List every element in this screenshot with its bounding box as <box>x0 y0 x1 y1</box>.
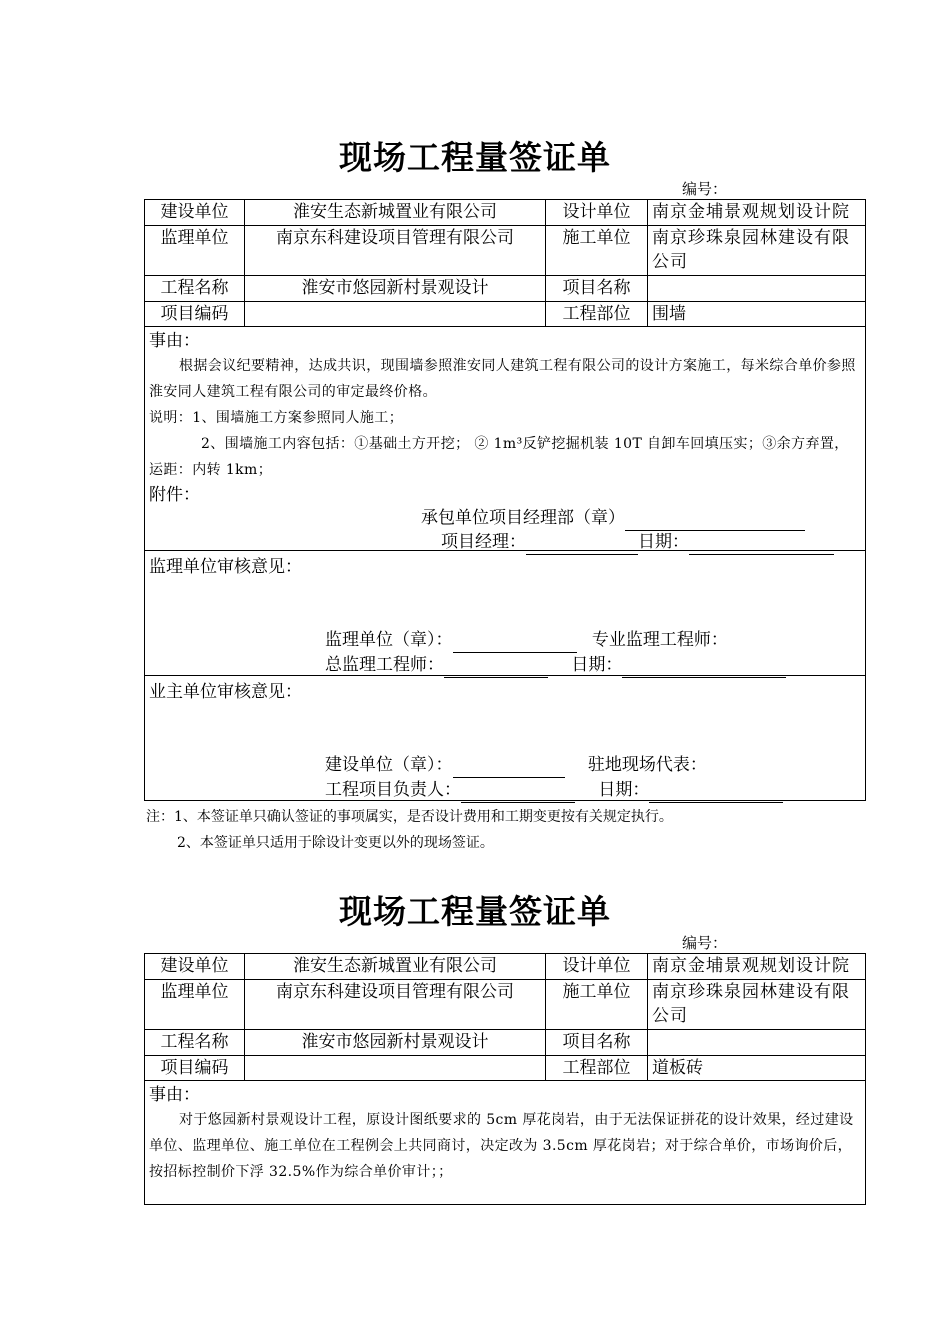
value-design-unit: 南京金埔景观规划设计院 <box>648 200 866 226</box>
label-work-part: 工程部位 <box>546 302 648 327</box>
label-contractor-unit: 施工单位 <box>546 226 648 276</box>
label-supervision-unit: 监理单位 <box>145 980 245 1030</box>
label-construction-unit: 建设单位 <box>145 954 245 980</box>
pro-engineer-label: 专业监理工程师： <box>591 630 728 650</box>
value-project-code <box>245 1056 546 1081</box>
supervisor-section <box>145 551 866 676</box>
value-construction-unit: 淮安生态新城置业有限公司 <box>245 954 546 980</box>
supervisor-opinion-label: 监理单位审核意见： <box>149 557 302 577</box>
value-project-name: 淮安市悠园新村景观设计 <box>245 1030 546 1056</box>
label-supervision-unit: 监理单位 <box>145 226 245 276</box>
note-line-1: 说明：1、围墙施工方案参照同人施工； <box>149 410 404 426</box>
owner-stamp-label: 建设单位（章）： <box>325 755 453 775</box>
visa-form-table-2 <box>144 953 866 1205</box>
label-project-name: 工程名称 <box>145 1030 245 1056</box>
contractor-stamp-line <box>421 505 805 531</box>
project-lead-field[interactable] <box>461 784 575 803</box>
owner-date-label: 日期： <box>598 780 650 800</box>
code-label: 编号： <box>682 180 728 198</box>
reason-section <box>145 1081 866 1205</box>
footnote-1: 注：1、本签证单只确认签证的事项属实，是否设计费用和工期变更按有关规定执行。 <box>146 809 673 825</box>
value-work-part: 围墙 <box>648 302 866 327</box>
value-design-unit: 南京金埔景观规划设计院 <box>648 954 866 980</box>
date-label: 日期： <box>638 532 689 552</box>
label-project-code: 项目编码 <box>145 302 245 327</box>
value-supervision-unit: 南京东科建设项目管理有限公司 <box>245 980 546 1030</box>
footnote-2: 2、本签证单只适用于除设计变更以外的现场签证。 <box>177 835 494 851</box>
code-label-2: 编号： <box>682 934 728 952</box>
value-construction-unit: 淮安生态新城置业有限公司 <box>245 200 546 226</box>
owner-date-field[interactable] <box>649 784 783 803</box>
owner-opinion-label: 业主单位审核意见： <box>149 682 302 702</box>
site-rep-label: 驻地现场代表： <box>587 755 707 775</box>
owner-section <box>145 676 866 801</box>
label-project-name: 工程名称 <box>145 276 245 302</box>
visa-form-table <box>144 199 866 801</box>
value-contractor-unit: 南京珍珠泉园林建设有限公司 <box>648 226 866 276</box>
supervisor-stamp-label: 监理单位（章）： <box>325 630 453 650</box>
pm-label: 项目经理： <box>441 532 526 552</box>
value-item-name <box>648 1030 866 1056</box>
label-contractor-unit: 施工单位 <box>546 980 648 1030</box>
form-title: 现场工程量签证单 <box>339 138 611 177</box>
label-construction-unit: 建设单位 <box>145 200 245 226</box>
reason-text: 根据会议纪要精神，达成共识，现围墙参照淮安同人建筑工程有限公司的设计方案施工，每米综合单价参照淮安同人建筑工程有限公司的审定最终价格。 <box>149 358 856 400</box>
owner-stamp-field[interactable] <box>453 759 565 778</box>
note-line-2: 2、围墙施工内容包括：①基础土方开挖； ② 1m³反铲挖掘机装 10T 自卸车回填压实；③余方弃置，运距：内转 1km； <box>149 436 849 478</box>
supervisor-stamp-line <box>325 627 728 653</box>
value-project-code <box>245 302 546 327</box>
reason-text: 对于悠园新村景观设计工程，原设计图纸要求的 5cm 厚花岗岩，由于无法保证拼花的设计效果，经过建设单位、监理单位、施工单位在工程例会上共同商讨，决定改为 3.5cm 厚花岗岩；对于综合单价，市场询价后，按招标控制价下浮 32.5%作为综合单价审计；； <box>149 1112 854 1180</box>
label-design-unit: 设计单位 <box>546 954 648 980</box>
label-item-name: 项目名称 <box>546 1030 648 1056</box>
reason-label: 事由： <box>149 1085 200 1105</box>
label-project-code: 项目编码 <box>145 1056 245 1081</box>
supervisor-stamp-field[interactable] <box>453 634 577 653</box>
label-item-name: 项目名称 <box>546 276 648 302</box>
reason-section <box>145 327 866 551</box>
reason-label: 事由： <box>149 331 200 351</box>
label-work-part: 工程部位 <box>546 1056 648 1081</box>
value-contractor-unit: 南京珍珠泉园林建设有限公司 <box>648 980 866 1030</box>
owner-stamp-line <box>325 752 707 778</box>
chief-engineer-label: 总监理工程师： <box>325 655 444 675</box>
project-lead-label: 工程项目负责人： <box>325 780 461 800</box>
value-work-part: 道板砖 <box>648 1056 866 1081</box>
attachment-label: 附件： <box>149 485 200 505</box>
chief-engineer-line <box>325 652 786 678</box>
project-lead-line <box>325 777 783 803</box>
form-title-2: 现场工程量签证单 <box>339 892 611 931</box>
value-project-name: 淮安市悠园新村景观设计 <box>245 276 546 302</box>
value-item-name <box>648 276 866 302</box>
value-supervision-unit: 南京东科建设项目管理有限公司 <box>245 226 546 276</box>
label-design-unit: 设计单位 <box>546 200 648 226</box>
contractor-stamp-label: 承包单位项目经理部（章） <box>421 508 625 528</box>
supervisor-date-label: 日期： <box>571 655 623 675</box>
